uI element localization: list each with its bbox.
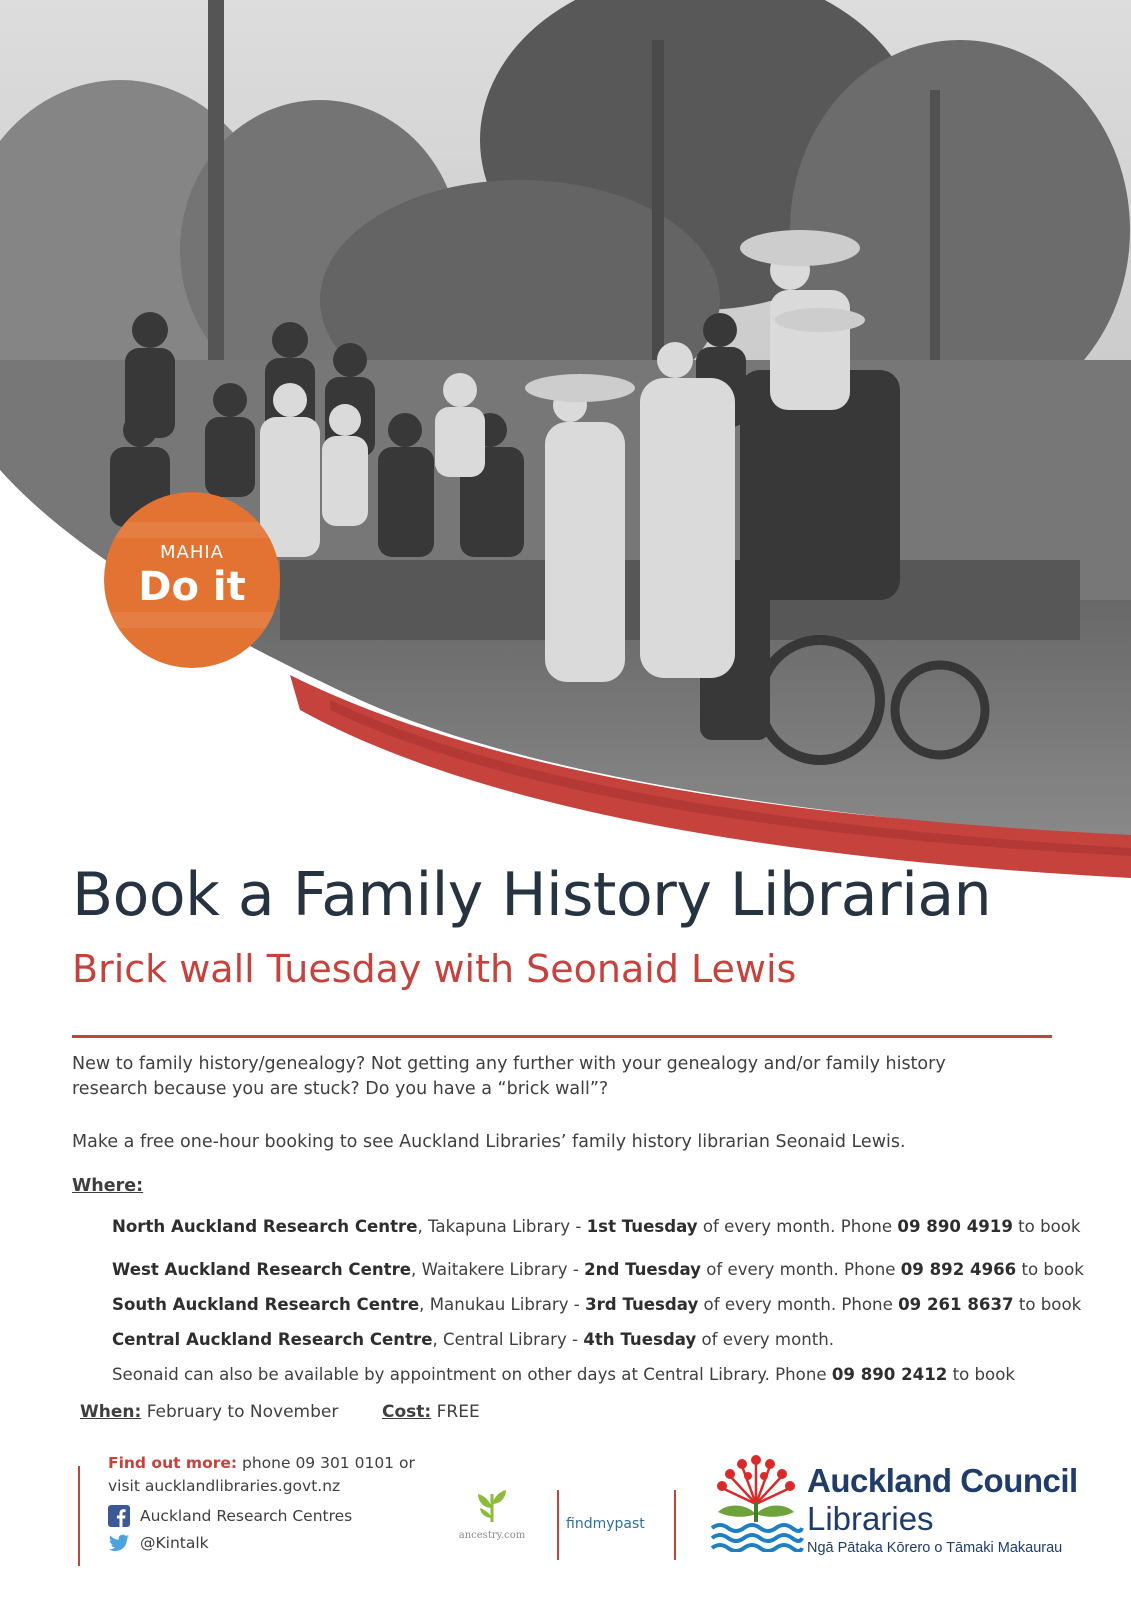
find-out-more: Find out more: phone 09 301 0101 or <box>108 1454 415 1472</box>
sponsor-divider-1 <box>557 1490 559 1560</box>
booking-paragraph: Make a free one-hour booking to see Auckland Libraries’ family history librarian Seonaid Lewis. <box>72 1132 906 1152</box>
ancestry-logo <box>452 1488 532 1546</box>
when-line: When: February to November <box>80 1402 339 1422</box>
location-west: West Auckland Research Centre, Waitakere Library - 2nd Tuesday of every month. Phone 09 892 4966 to book <box>112 1260 1084 1279</box>
divider <box>72 1035 1052 1038</box>
sponsor-divider-2 <box>674 1490 676 1560</box>
where-label: Where: <box>72 1176 144 1196</box>
logo-name: Auckland Council <box>807 1462 1078 1499</box>
facebook-label: Auckland Research Centres <box>140 1507 353 1525</box>
intro-paragraph: New to family history/genealogy? Not getting any further with your genealogy and/or family history research because you are stuck? Do you have a “brick wall”? <box>72 1054 946 1099</box>
logo-maori-name: Ngā Pātaka Kōrero o Tāmaki Makaurau <box>807 1540 1063 1556</box>
findmypast-logo: findmypast <box>566 1516 645 1532</box>
page-title: Book a Family History Librarian <box>72 860 992 930</box>
twitter-label: @Kintalk <box>140 1534 209 1552</box>
facebook-icon <box>108 1505 130 1527</box>
twitter-icon <box>108 1532 130 1554</box>
twitter-link[interactable] <box>108 1532 209 1554</box>
badge-big-text: Do it <box>138 564 246 610</box>
pohutukawa-icon <box>708 1452 804 1552</box>
ancestry-text: ancestry.com <box>458 1530 526 1541</box>
website-link[interactable]: visit aucklandlibraries.govt.nz <box>108 1477 341 1495</box>
page-subtitle: Brick wall Tuesday with Seonaid Lewis <box>72 947 797 991</box>
location-south: South Auckland Research Centre, Manukau Library - 3rd Tuesday of every month. Phone 09 261 8637 to book <box>112 1295 1082 1314</box>
location-north: North Auckland Research Centre, Takapuna Library - 1st Tuesday of every month. Phone 09 890 4919 to book <box>112 1217 1081 1236</box>
location-extra: Seonaid can also be available by appointment on other days at Central Library. Phone 09 890 2412 to book <box>112 1365 1015 1384</box>
mahia-badge <box>104 492 280 668</box>
ancestry-leaf-icon <box>472 1488 512 1524</box>
footer-divider <box>78 1466 80 1566</box>
logo-libraries: Libraries <box>807 1500 934 1537</box>
cost-line: Cost: FREE <box>382 1402 480 1422</box>
location-central: Central Auckland Research Centre, Central Library - 4th Tuesday of every month. <box>112 1330 835 1349</box>
badge-small-text: MAHIA <box>159 542 224 563</box>
facebook-link[interactable] <box>108 1505 352 1527</box>
